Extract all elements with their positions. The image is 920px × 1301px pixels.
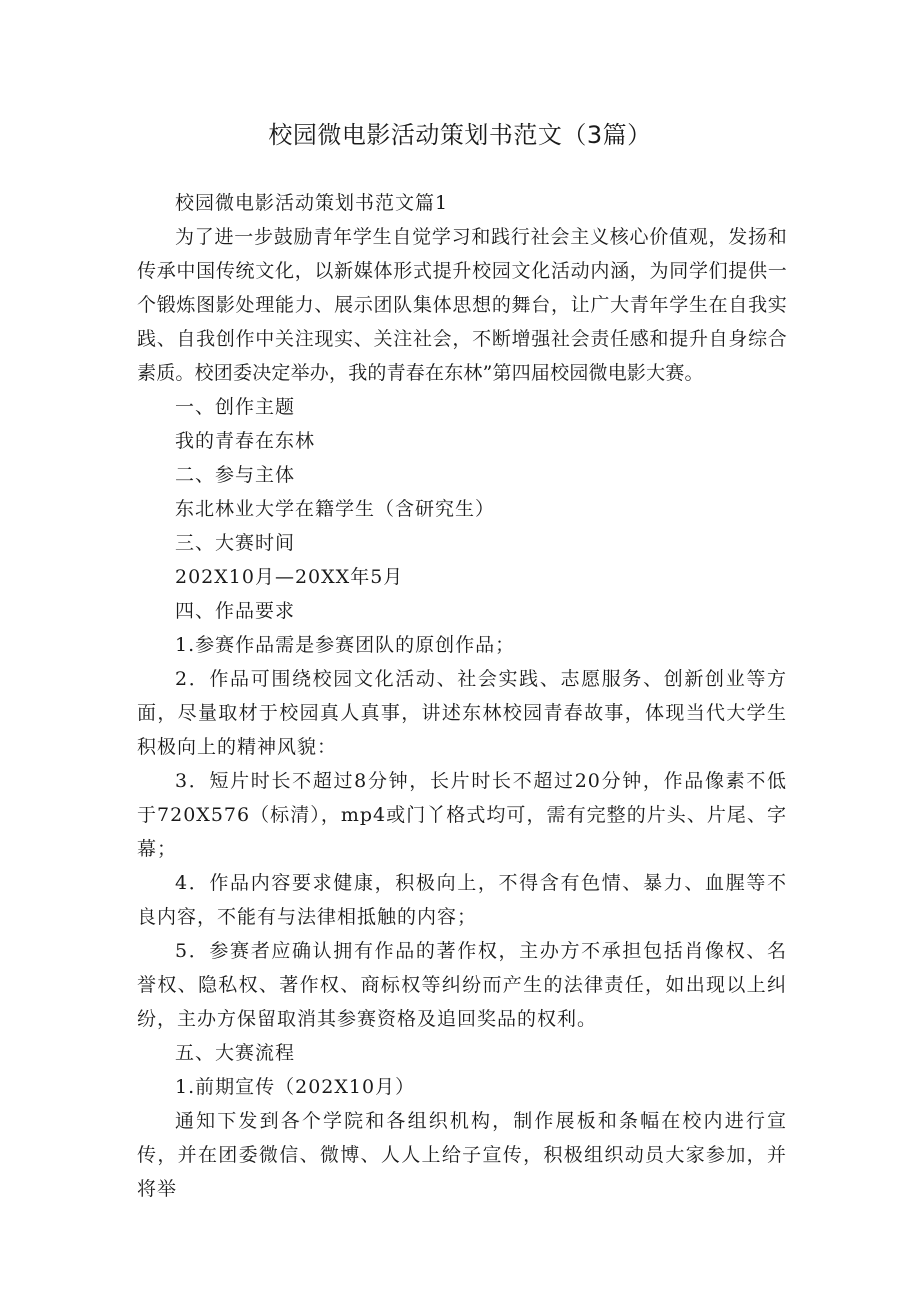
heading-flow: 五、大赛流程 [175,1042,296,1064]
document-title: 校园微电影活动策划书范文（3篇） [268,121,652,149]
theme-text: 我的青春在东林 [175,430,316,452]
requirement-item: 4．作品内容要求健康，积极向上，不得含有色情、暴力、血腥等不良内容，不能有与法律相抵触的内容； [137,872,787,928]
requirement-item: 1.参赛作品需是参赛团队的原创作品； [175,634,516,656]
flow-step-text: 通知下发到各个学院和各组织机构，制作展板和条幅在校内进行宣传，并在团委微信、微博、人人上给子宣传，积极组织动员大家参加，并将举 [137,1110,787,1200]
requirement-item: 2．作品可围绕校园文化活动、社会实践、志愿服务、创新创业等方面，尽量取材于校园真人真事，讲述东林校园青春故事，体现当代大学生积极向上的精神风貌： [137,668,787,758]
document-body [137,186,787,1206]
requirement-item: 5．参赛者应确认拥有作品的著作权，主办方不承担包括肖像权、名誉权、隐私权、著作权、商标权等纠纷而产生的法律责任，如出现以上纠纷，主办方保留取消其参赛资格及追回奖品的权利。 [137,940,787,1030]
heading-requirements: 四、作品要求 [175,600,296,622]
heading-theme: 一、创作主题 [175,396,296,418]
participants-text: 东北林业大学在籍学生（含研究生） [175,498,496,520]
section-heading: 校园微电影活动策划书范文篇1 [175,192,449,214]
heading-participants: 二、参与主体 [175,464,296,486]
period-text: 202X10月—20XX年5月 [175,566,404,588]
requirement-item: 3．短片时长不超过8分钟，长片时长不超过20分钟，作品像素不低于720X576（标清），mp4或门丫格式均可，需有完整的片头、片尾、字幕； [137,770,787,860]
heading-period: 三、大赛时间 [175,532,296,554]
flow-step-heading: 1.前期宣传（202X10月） [175,1076,416,1098]
intro-paragraph: 为了进一步鼓励青年学生自觉学习和践行社会主义核心价值观，发扬和传承中国传统文化，以新媒体形式提升校园文化活动内涵，为同学们提供一个锻炼图影处理能力、展示团队集体思想的舞台，让广大青年学生在自我实践、自我创作中关注现实、关注社会，不断增强社会责任感和提升自身综合素质。校团委决定举办，我的青春在东林”第四届校园微电影大赛。 [137,226,787,384]
